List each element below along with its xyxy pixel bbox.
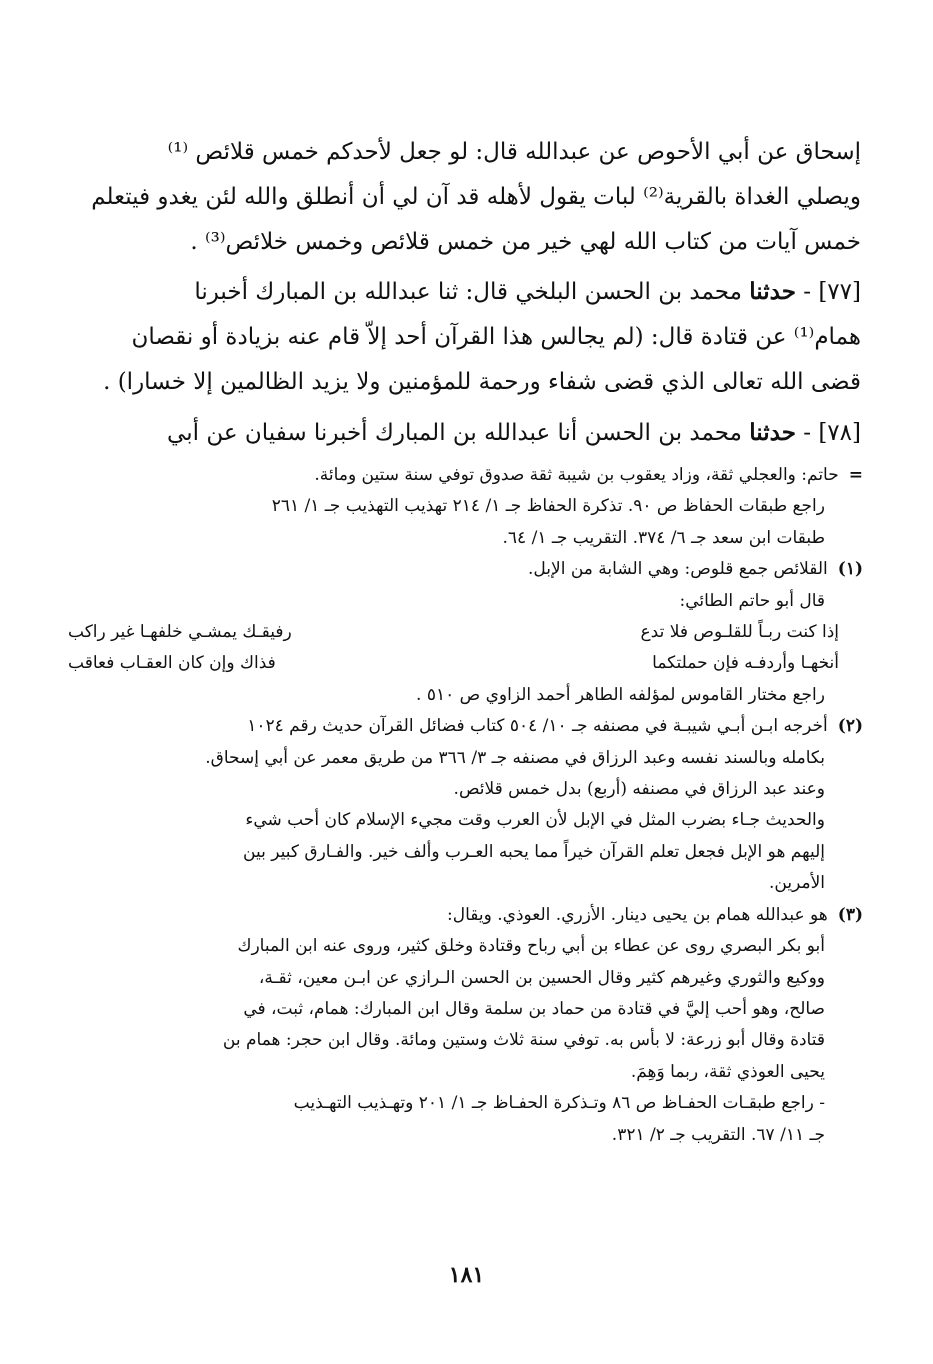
footnote-line: بكامله وبالسند نفسه وعبد الرزاق في مصنفه جـ ٣/ ٣٦٦ من طريق معمر عن أبي إسحاق. <box>205 747 825 768</box>
hemistich: أنخهـا وأردفـه فإن حملتكما <box>652 653 839 674</box>
main-text <box>68 130 861 456</box>
footnote-text: هو عبدالله همام بن يحيى دينار. الأزري. العوذي. ويقال: <box>447 904 828 925</box>
hadith-78-line <box>68 411 861 456</box>
footnote-line: راجع طبقات الحفاظ ص ٩٠. تذكرة الحفاظ جـ ١/ ٢١٤ تهذيب التهذيب جـ ١/ ٢٦١ <box>271 496 825 517</box>
footnote-marker: (١) <box>837 559 863 580</box>
footnote-text: القلائص جمع قلوص: وهي الشابة من الإبل. <box>528 559 828 580</box>
hadith-77-line <box>68 270 861 315</box>
footnote-line: جـ ١١/ ٦٧. التقريب جـ ٢/ ٣٢١. <box>611 1124 825 1145</box>
footnote-line: الأمرين. <box>769 873 825 894</box>
footnote-continuation-line <box>68 460 863 491</box>
footnote-text: حاتم: والعجلي ثقة، وزاد يعقوب بن شيبة ثقة صدوق توفي سنة ستين ومائة. <box>314 465 839 485</box>
footnote-3 <box>68 900 863 931</box>
main-line: خمس آيات من كتاب الله لهي خير من خمس قلائص وخمس خلائص⁽³⁾ . <box>190 228 861 255</box>
footnote-line: ووكيع والثوري وغيرهم كثير وقال الحسين بن الحسن الـرازي عن ابـن معين، ثقـة، <box>258 967 825 988</box>
hadith-number: [٧٨] - <box>795 419 861 446</box>
footnote-line: طبقات ابن سعد جـ ٦/ ٣٧٤. التقريب جـ ١/ ٦٤. <box>502 527 825 548</box>
footnote-line: - راجع طبقـات الحفـاظ ص ٨٦ وتـذكرة الحفـاظ جـ ١/ ٢٠١ وتهـذيب التهـذيب <box>293 1093 825 1114</box>
footnote-line: قتادة وقال أبو زرعة: لا بأس به. توفي سنة ثلاث وستين ومائة. وقال ابن حجر: همام بن <box>222 1030 825 1051</box>
footnotes <box>68 460 863 1151</box>
page-number: ١٨١ <box>448 1262 485 1288</box>
footnote-text: أخرجه ابـن أبـي شيبـة في مصنفه جـ ١٠/ ٥٠٤ كتاب فضائل القرآن حديث رقم ١٠٢٤ <box>247 716 828 737</box>
hadith-heading: حدثنا <box>749 278 796 306</box>
footnote-line: صالح، وهو أحب إليَّ في قتادة من حماد بن سلمة وقال ابن المبارك: همام، ثبت، في <box>243 998 825 1019</box>
main-line: إسحاق عن أبي الأحوص عن عبدالله قال: لو جعل لأحدكم خمس قلائص ⁽¹⁾ <box>167 139 861 165</box>
footnote-marker: (٣) <box>837 904 863 925</box>
footnote-line: يحيى العوذي ثقة، ربما وَهِمَ. <box>630 1061 825 1082</box>
footnote-line: إليهم هو الإبل فجعل تعلم القرآن خيراً مما يحبه العـرب وألف خير. والفـارق كبير بين <box>243 841 825 862</box>
footnote-2 <box>68 711 863 742</box>
footnote-line: وعند عبد الرزاق في مصنفه (أربع) بدل خمس قلائص. <box>453 779 825 800</box>
hadith-text: محمد بن الحسن أنا عبدالله بن المبارك أخبرنا سفيان عن أبي <box>167 419 750 446</box>
hadith-text: محمد بن الحسن البلخي قال: ثنا عبدالله بن المبارك أخبرنا <box>194 279 750 306</box>
poem-verse <box>68 648 863 679</box>
hadith-number: [٧٧] - <box>795 279 861 306</box>
footnote-line: والحديث جـاء بضرب المثل في الإبل لأن العرب وقت مجيء الإسلام كان أحب شيء <box>245 810 825 831</box>
hemistich: إذا كنت ربـاً للقلـوص فلا تدع <box>640 622 839 643</box>
footnote-line: راجع مختار القاموس لمؤلفه الطاهر أحمد الزاوي ص ٥١٠ . <box>416 684 825 705</box>
footnote-line: قال أبو حاتم الطائي: <box>679 590 825 611</box>
footnote-1 <box>68 554 863 585</box>
footnote-line: أبو بكر البصري روى عن عطاء بن أبي رباح وقتادة وخلق كثير، وروى عنه ابن المبارك <box>237 936 825 957</box>
footnote-marker: = <box>848 465 863 485</box>
hadith-heading: حدثنا <box>749 418 796 446</box>
main-line: قضى الله تعالى الذي قضى شفاء ورحمة للمؤمنين ولا يزيد الظالمين إلا خسارا) . <box>103 368 861 395</box>
hemistich: فذاك وإن كان العقـاب فعاقب <box>68 653 276 674</box>
footnote-marker: (٢) <box>837 716 863 737</box>
hemistich: رفيقـك يمشـي خلفهـا غير راكب <box>68 622 292 643</box>
main-line: ويصلي الغداة بالقرية⁽²⁾ لبات يقول لأهله قد آن لي أن أنطلق والله لئن يغدو فيتعلم <box>91 183 861 210</box>
poem-verse <box>68 617 863 648</box>
main-line: همام⁽¹⁾ عن قتادة قال: (لم يجالس هذا القرآن أحد إلاّ قام عنه بزيادة أو نقصان <box>131 324 861 351</box>
